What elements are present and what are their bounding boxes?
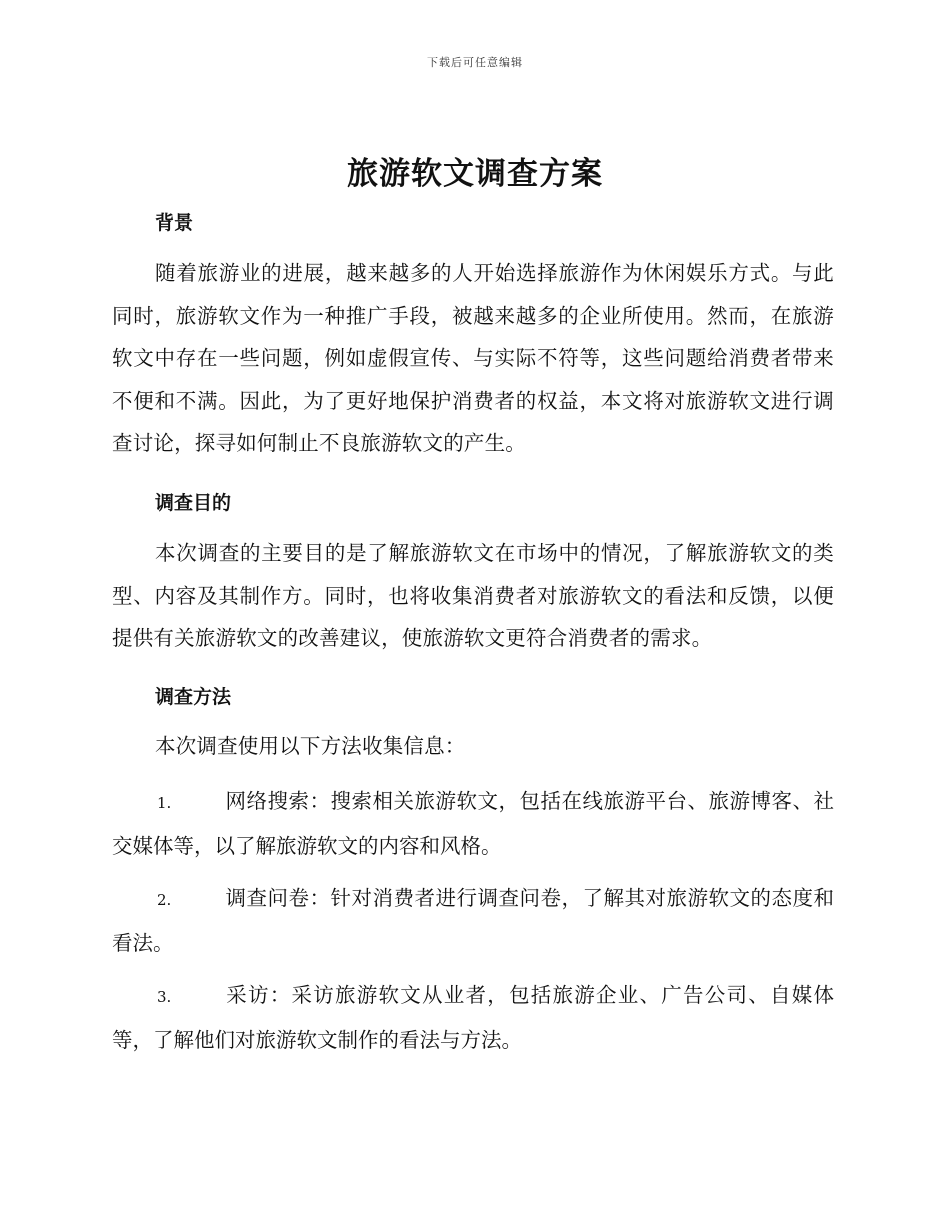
list-item-text: 采访：采访旅游软文从业者，包括旅游企业、广告公司、自媒体等，了解他们对旅游软文制作的看法与方法。 [112,983,834,1052]
document-title: 旅游软文调查方案 [347,156,603,192]
list-item-text: 网络搜索：搜索相关旅游软文，包括在线旅游平台、旅游博客、社交媒体等，以了解旅游软文的内容和风格。 [112,789,834,858]
list-item-number: 2. [157,891,172,909]
section-heading-background: 背景 [155,212,194,234]
paragraph-purpose: 本次调查的主要目的是了解旅游软文在市场中的情况，了解旅游软文的类型、内容及其制作方。同时，也将收集消费者对旅游软文的看法和反馈，以便提供有关旅游软文的改善建议，使旅游软文更符合消费者的需求。 [112,541,834,650]
section-heading-method: 调查方法 [155,686,232,708]
list-item-number: 1. [157,794,172,812]
list-item [112,780,834,868]
paragraph-background: 随着旅游业的进展，越来越多的人开始选择旅游作为休闲娱乐方式。与此同时，旅游软文作为一种推广手段，被越来越多的企业所使用。然而，在旅游软文中存在一些问题，例如虚假宣传、与实际不符等，这些问题给消费者带来不便和不满。因此，为了更好地保护消费者的权益，本文将对旅游软文进行调查讨论，探寻如何制止不良旅游软文的产生。 [112,261,834,455]
header-note: 下载后可任意编辑 [427,56,523,69]
paragraph-method-intro: 本次调查使用以下方法收集信息： [155,734,466,758]
list-item-text: 调查问卷：针对消费者进行调查问卷，了解其对旅游软文的态度和看法。 [112,886,834,955]
list-item-number: 3. [157,988,172,1006]
list-item [112,974,834,1062]
section-heading-purpose: 调查目的 [155,492,232,514]
list-item [112,877,834,965]
